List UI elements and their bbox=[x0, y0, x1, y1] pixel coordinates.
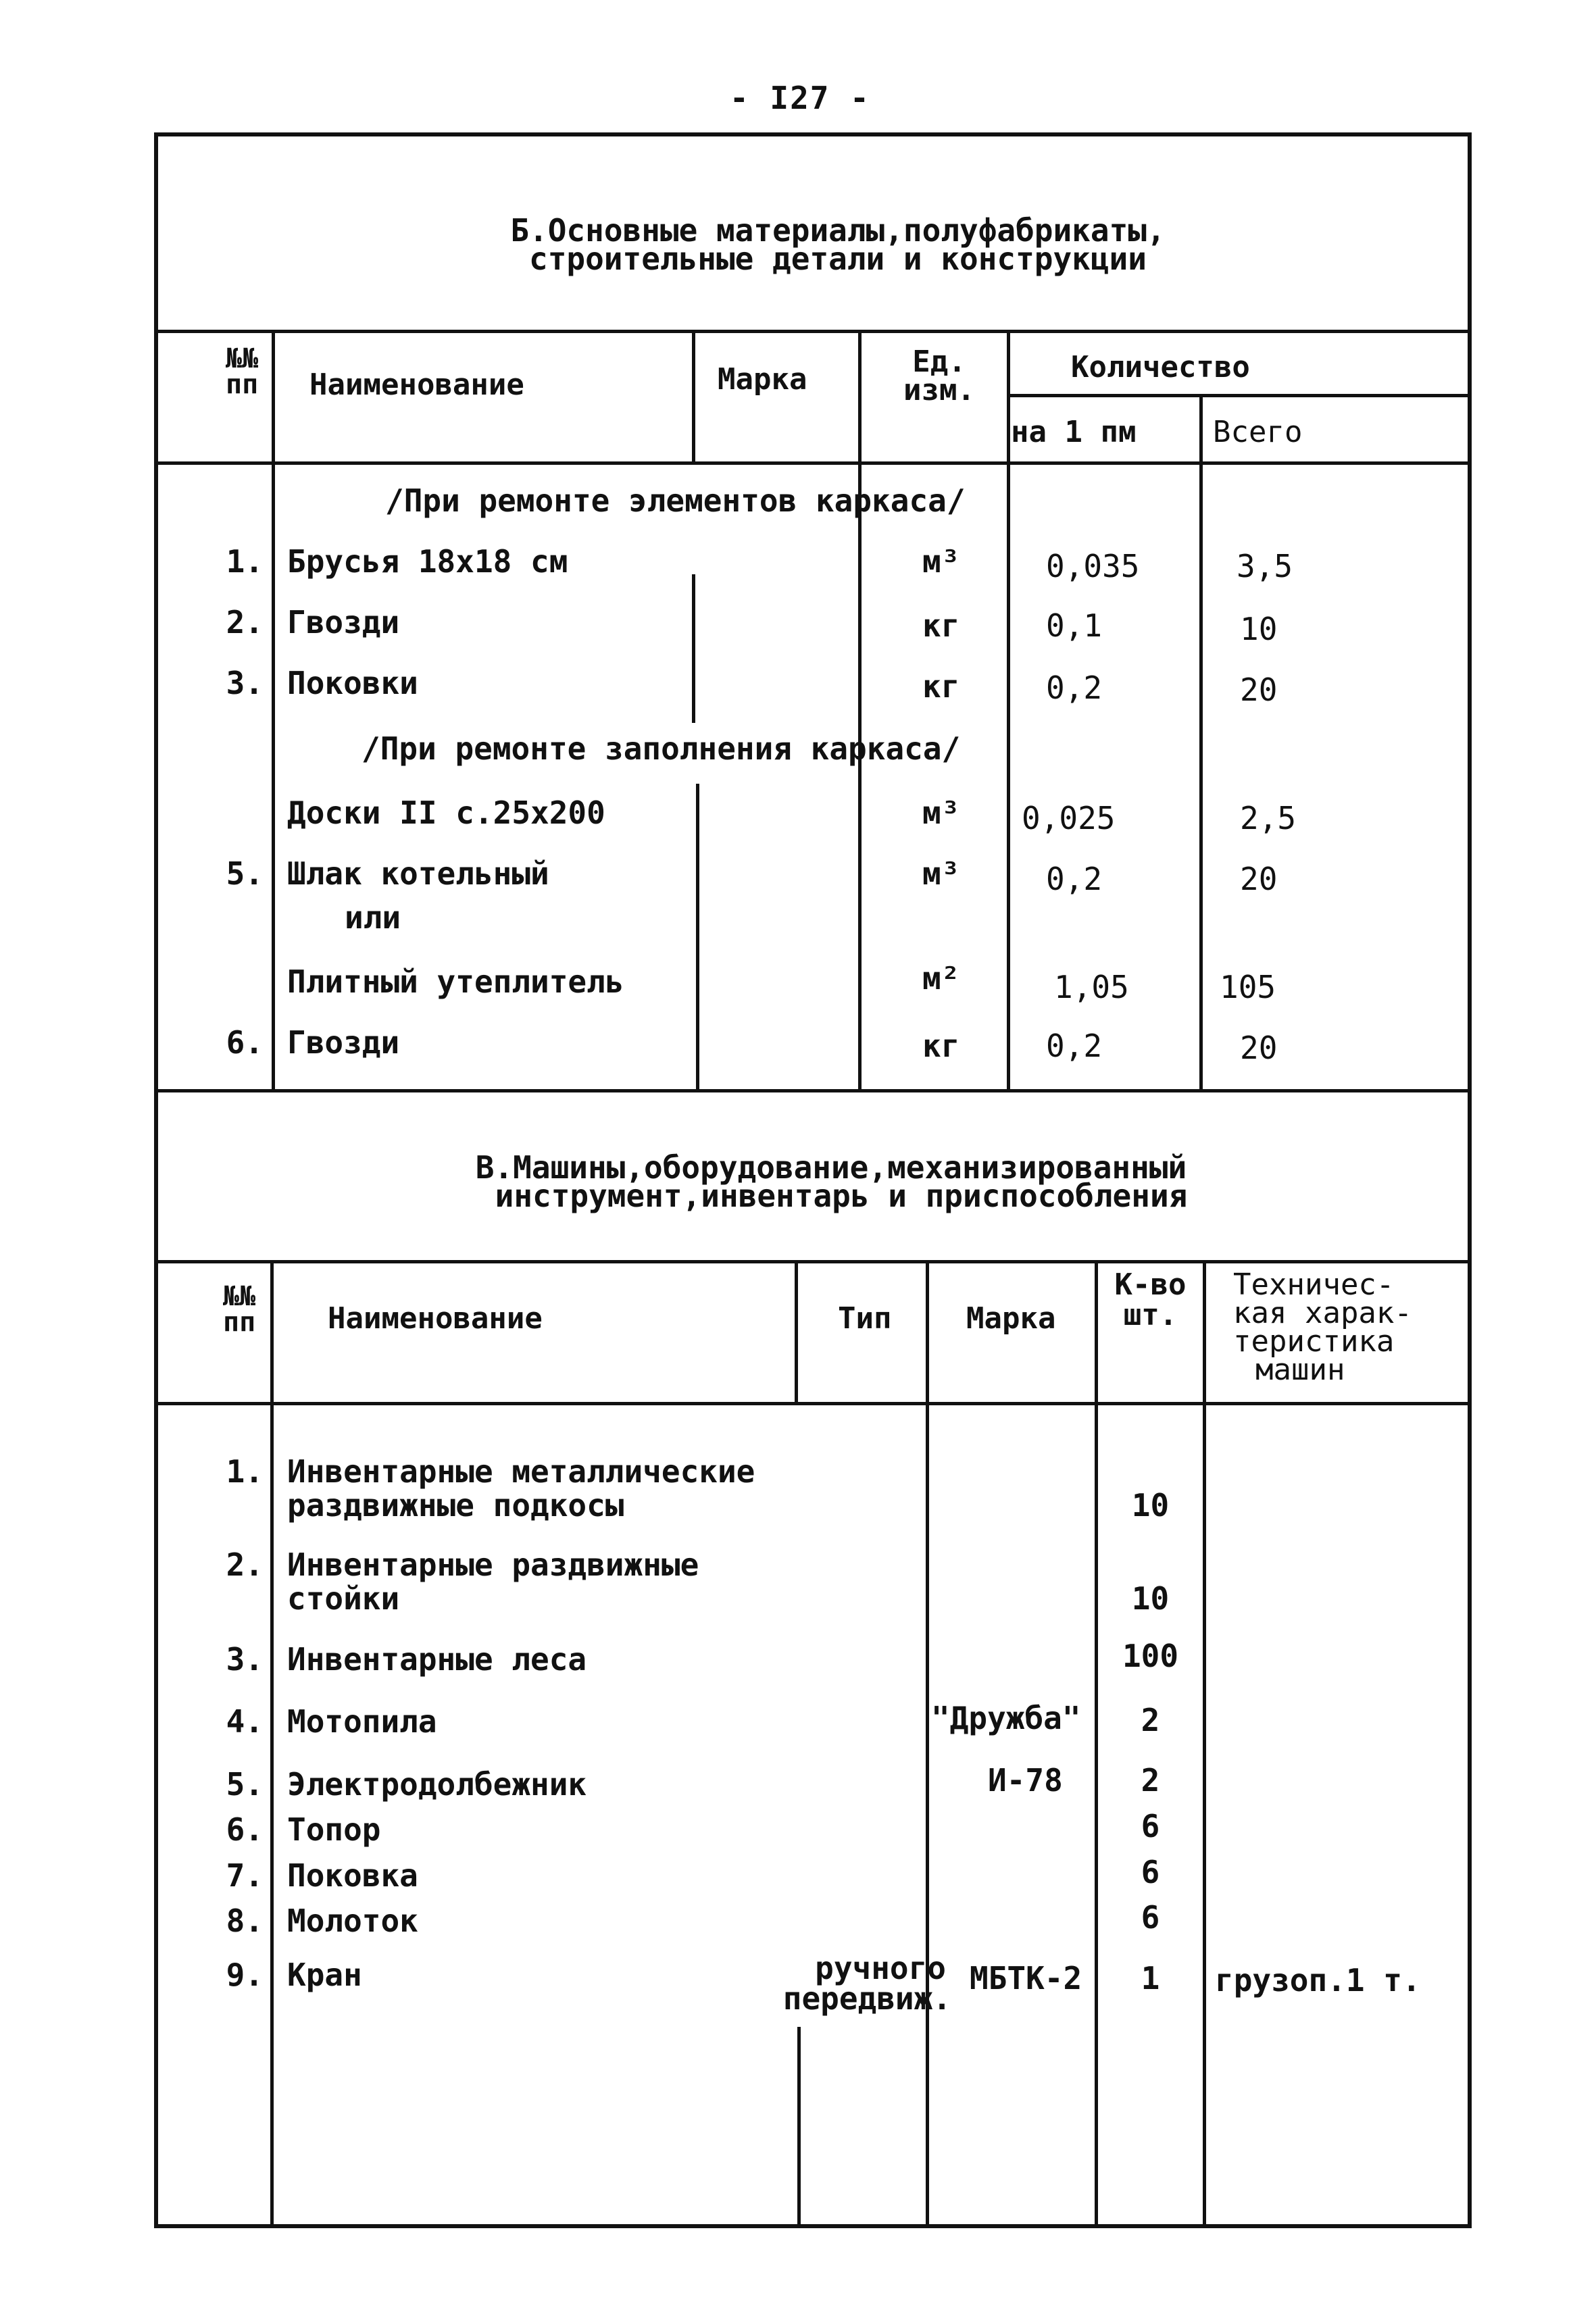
section-b-header-quantity: Количество bbox=[1071, 350, 1250, 384]
row-qty: 6 bbox=[1141, 1808, 1160, 1844]
row-number: 5. bbox=[226, 1766, 264, 1803]
row-number: 4. bbox=[226, 1703, 264, 1740]
row-per-unit: 0,2 bbox=[1046, 670, 1103, 706]
section-v-title-line1: В.Машины,оборудование,механизированный bbox=[475, 1149, 1187, 1186]
section-b-header-bottom-rule bbox=[155, 461, 1470, 465]
section-b-header-unit: Ед. изм. bbox=[903, 345, 975, 407]
section-v-header-qty-line1: К-во bbox=[1114, 1267, 1187, 1302]
row-name: Брусья 18х18 см bbox=[287, 543, 568, 580]
row-per-unit: 1,05 bbox=[1054, 969, 1129, 1005]
section-v-header-mark: Марка bbox=[966, 1301, 1056, 1336]
section-v-header-tech-line3: теристика bbox=[1233, 1324, 1395, 1359]
row-unit: м³ bbox=[922, 795, 960, 831]
row-number: 8. bbox=[226, 1903, 264, 1939]
row-name: Плитный утеплитель bbox=[287, 963, 624, 1000]
row-mark: МБТК-2 bbox=[970, 1960, 1082, 1996]
row-unit: м³ bbox=[922, 855, 960, 892]
row-per-unit: 0,1 bbox=[1046, 607, 1103, 644]
row-tech: грузоп.1 т. bbox=[1215, 1962, 1421, 1998]
section-b-title-line2: строительные детали и конструкции bbox=[529, 241, 1147, 277]
row-name: Электродолбежник bbox=[287, 1766, 587, 1803]
row-unit: кг bbox=[922, 668, 960, 705]
row-name: Инвентарные раздвижные bbox=[287, 1546, 699, 1583]
row-per-unit: 0,025 bbox=[1022, 800, 1116, 836]
row-qty: 2 bbox=[1141, 1702, 1160, 1738]
row-name: Гвозди bbox=[287, 1024, 400, 1061]
section-v-col-type-rule bbox=[926, 1261, 929, 2228]
row-number: 2. bbox=[226, 1546, 264, 1583]
section-v-col-type-lower-rule bbox=[797, 2027, 801, 2228]
row-name: Молоток bbox=[287, 1903, 418, 1939]
row-number: 3. bbox=[226, 665, 264, 701]
row-qty: 100 bbox=[1122, 1638, 1179, 1674]
row-name: Доски II с.25х200 bbox=[287, 795, 605, 831]
section-b-col-per-rule bbox=[1199, 395, 1203, 1089]
section-b-title bbox=[405, 212, 1270, 277]
row-total: 20 bbox=[1240, 672, 1278, 708]
section-b-header-total: Всего bbox=[1213, 415, 1303, 449]
section-b-header-per-unit: на 1 пм bbox=[1011, 415, 1137, 449]
row-qty: 1 bbox=[1141, 1960, 1160, 1996]
row-name: Поковка bbox=[287, 1857, 418, 1894]
row-number: 3. bbox=[226, 1641, 264, 1678]
section-b-title-line1: Б.Основные материалы,полуфабрикаты, bbox=[510, 212, 1166, 249]
page-number: - I27 - bbox=[730, 80, 870, 116]
section-v-header-name: Наименование bbox=[328, 1301, 543, 1336]
quantity-subheader-rule bbox=[1008, 394, 1470, 397]
section-v-header-tech-line1: Техничес- bbox=[1233, 1267, 1395, 1302]
section-b-group-frame-filling: /При ремонте заполнения каркаса/ bbox=[361, 730, 961, 767]
row-qty: 10 bbox=[1131, 1487, 1170, 1524]
row-total: 10 bbox=[1240, 611, 1278, 647]
section-v-col-mark-rule bbox=[1095, 1261, 1098, 2228]
section-v-header-tech-line2: кая харак- bbox=[1233, 1296, 1412, 1330]
row-per-unit: 0,2 bbox=[1046, 861, 1103, 897]
row-name: Гвозди bbox=[287, 604, 400, 640]
row-number: 6. bbox=[226, 1811, 264, 1848]
section-v-header-qty-line2: шт. bbox=[1123, 1298, 1178, 1332]
row-name: Шлак котельный bbox=[287, 855, 549, 892]
section-v-header-tech-line4: машин bbox=[1255, 1353, 1345, 1387]
row-unit: кг bbox=[922, 607, 960, 644]
row-number: 1. bbox=[226, 1453, 264, 1490]
section-b-header-mark: Марка bbox=[718, 362, 807, 397]
row-qty: 10 bbox=[1131, 1580, 1170, 1617]
row-number: 7. bbox=[226, 1857, 264, 1894]
row-total: 3,5 bbox=[1237, 548, 1293, 584]
row-qty: 6 bbox=[1141, 1854, 1160, 1890]
row-total: 20 bbox=[1240, 861, 1278, 897]
section-v-header-num: №№ пп bbox=[223, 1281, 256, 1338]
row-type-continuation: передвиж. bbox=[782, 1980, 951, 2017]
row-number: 1. bbox=[226, 543, 264, 580]
row-number: 6. bbox=[226, 1024, 264, 1061]
section-b-bottom-rule bbox=[155, 1089, 1470, 1092]
row-total: 105 bbox=[1220, 969, 1276, 1005]
row-name-continuation: раздвижные подкосы bbox=[287, 1487, 624, 1524]
section-b-col-num-rule bbox=[272, 331, 275, 1089]
row-qty: 2 bbox=[1141, 1762, 1160, 1799]
section-v-title-line2: инструмент,инвентарь и приспособления bbox=[495, 1178, 1188, 1214]
section-v-col-name-rule bbox=[795, 1261, 798, 1403]
row-number: 2. bbox=[226, 604, 264, 640]
row-type: ручного bbox=[815, 1950, 946, 1986]
row-mark: И-78 bbox=[988, 1762, 1063, 1799]
section-b-col-name-rule-lower2 bbox=[696, 784, 699, 1089]
row-per-unit: 0,2 bbox=[1046, 1028, 1103, 1064]
row-name: Поковки bbox=[287, 665, 418, 701]
row-name: Мотопила bbox=[287, 1703, 437, 1740]
row-mark: "Дружба" bbox=[931, 1700, 1081, 1736]
section-b-col-mark-rule bbox=[858, 331, 862, 1089]
row-number: 5. bbox=[226, 855, 264, 892]
section-v-col-qty-rule bbox=[1203, 1261, 1206, 2228]
section-v-header-top-rule bbox=[155, 1260, 1470, 1263]
section-v-header-bottom-rule bbox=[155, 1402, 1470, 1405]
section-b-col-name-rule-lower1 bbox=[692, 574, 695, 723]
row-name-continuation: стойки bbox=[287, 1580, 400, 1617]
row-number: 9. bbox=[226, 1957, 264, 1993]
row-name: Топор bbox=[287, 1811, 381, 1848]
row-unit: м³ bbox=[922, 543, 960, 580]
section-v-header-type: Тип bbox=[838, 1301, 892, 1336]
row-name: Инвентарные металлические bbox=[287, 1453, 755, 1490]
row-qty: 6 bbox=[1141, 1899, 1160, 1936]
row-name: Кран bbox=[287, 1957, 362, 1993]
section-b-col-unit-rule bbox=[1007, 331, 1010, 1089]
section-b-group-frame-elements: /При ремонте элементов каркаса/ bbox=[385, 482, 966, 519]
row-unit: кг bbox=[922, 1028, 960, 1064]
section-b-header-top-rule bbox=[155, 330, 1470, 333]
row-name: Инвентарные леса bbox=[287, 1641, 587, 1678]
section-b-header-name: Наименование bbox=[309, 368, 524, 402]
section-b-header-num: №№ пп bbox=[226, 343, 259, 400]
row-total: 2,5 bbox=[1240, 800, 1297, 836]
row-name-continuation: или bbox=[345, 899, 401, 936]
row-total: 20 bbox=[1240, 1030, 1278, 1066]
section-v-col-num-rule bbox=[270, 1261, 274, 2228]
section-v-title bbox=[378, 1149, 1284, 1214]
section-b-col-name-rule bbox=[692, 331, 695, 463]
row-per-unit: 0,035 bbox=[1046, 548, 1140, 584]
row-unit: м² bbox=[922, 960, 960, 997]
